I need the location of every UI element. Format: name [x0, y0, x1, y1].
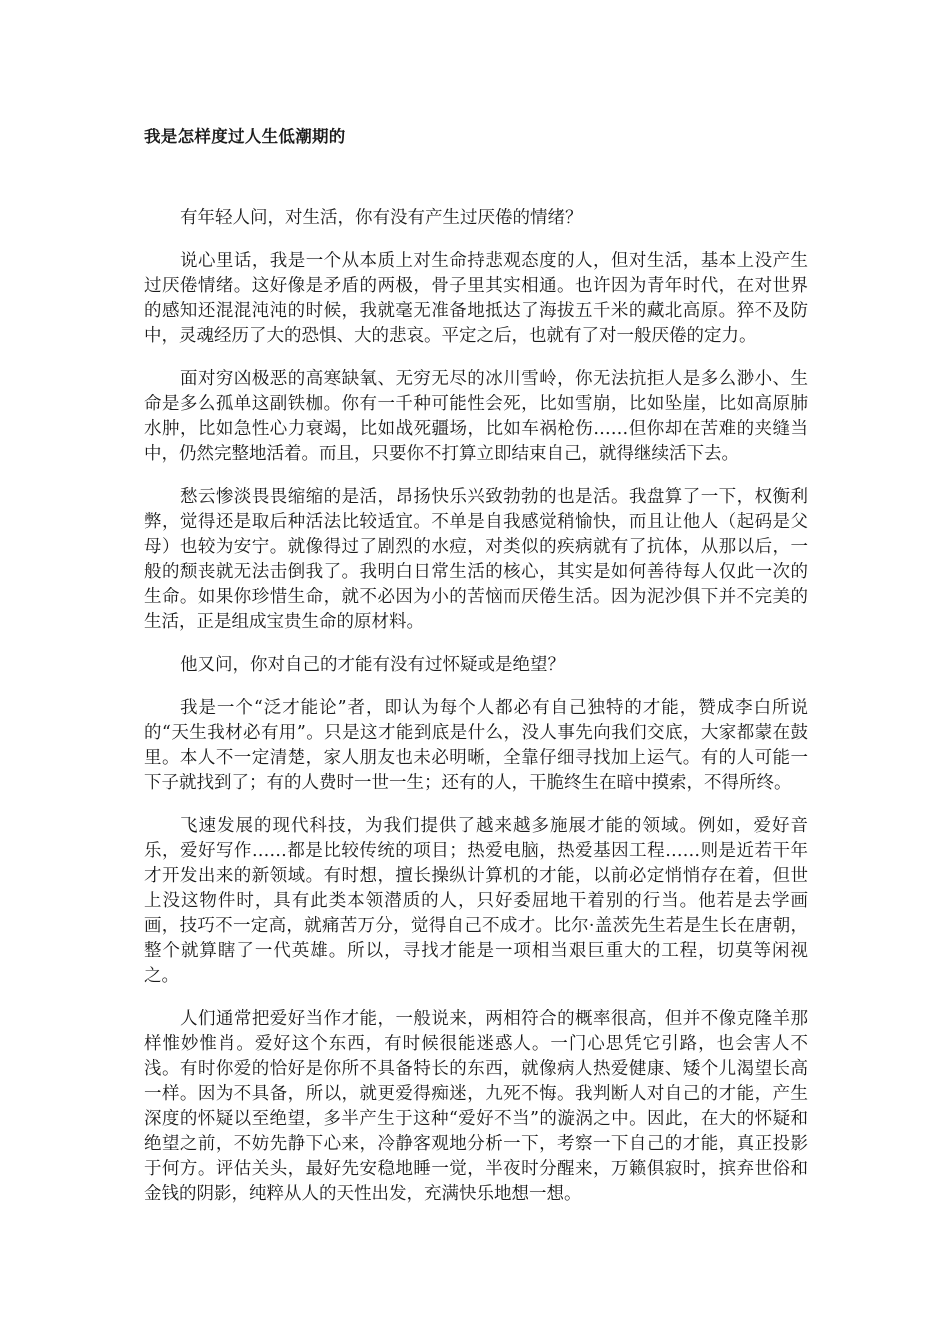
paragraph-7: 飞速发展的现代科技，为我们提供了越来越多施展才能的领域。例如，爱好音乐，爱好写作……都是比较传统的项目；热爱电脑，热爱基因工程……则是近若干年才开发出来的新领域。有时想，擅长操纵计算机的才能，以前必定悄悄存在着，但世上没这物件时，具有此类本领潜质的人，只好委屈地干着别的行当。他若是去学画画，技巧不一定高，就痛苦万分，觉得自己不成才。比尔·盖茨先生若是生长在唐朝，整个就算瞎了一代英雄。所以，寻找才能是一项相当艰巨重大的工程，切莫等闲视之。 — [144, 816, 808, 986]
document-page — [144, 125, 808, 1225]
paragraph-2: 说心里话，我是一个从本质上对生命持悲观态度的人，但对生活，基本上没产生过厌倦情绪。这好像是矛盾的两极，骨子里其实相通。也许因为青年时代，在对世界的感知还混混沌沌的时候，我就毫无准备地抵达了海拔五千米的藏北高原。猝不及防中，灵魂经历了大的恐惧、大的悲哀。平定之后，也就有了对一般厌倦的定力。 — [144, 251, 808, 346]
paragraph-3: 面对穷凶极恶的高寒缺氧、无穷无尽的冰川雪岭，你无法抗拒人是多么渺小、生命是多么孤单这副铁枷。你有一千种可能性会死，比如雪崩，比如坠崖，比如高原肺水肿，比如急性心力衰竭，比如战死疆场，比如车祸枪伤……但你却在苦难的夹缝当中，仍然完整地活着。而且，只要你不打算立即结束自己，就得继续活下去。 — [144, 369, 808, 464]
document-title: 我是怎样度过人生低潮期的 — [144, 127, 346, 146]
paragraph-5: 他又问，你对自己的才能有没有过怀疑或是绝望？ — [180, 655, 565, 675]
paragraph-8: 人们通常把爱好当作才能，一般说来，两相符合的概率很高，但并不像克隆羊那样惟妙惟肖。爱好这个东西，有时候很能迷惑人。一门心思凭它引路，也会害人不浅。有时你爱的恰好是你所不具备特长的东西，就像病人热爱健康、矮个儿渴望长高一样。因为不具备，所以，就更爱得痴迷，九死不悔。我判断人对自己的才能，产生深度的怀疑以至绝望，多半产生于这种“爱好不当”的漩涡之中。因此，在大的怀疑和绝望之前，不妨先静下心来，冷静客观地分析一下，考察一下自己的才能，真正投影于何方。评估关头，最好先安稳地睡一觉，半夜时分醒来，万籁俱寂时，摈弃世俗和金钱的阴影，纯粹从人的天性出发，充满快乐地想一想。 — [144, 1009, 808, 1204]
paragraph-1: 有年轻人问，对生活，你有没有产生过厌倦的情绪？ — [180, 208, 583, 228]
paragraph-6: 我是一个“泛才能论”者，即认为每个人都必有自己独特的才能，赞成李白所说的“天生我材必有用”。只是这才能到底是什么，没人事先向我们交底，大家都蒙在鼓里。本人不一定清楚，家人朋友也未必明晰，全靠仔细寻找加上运气。有的人可能一下子就找到了；有的人费时一世一生；还有的人，干脆终生在暗中摸索，不得所终。 — [144, 698, 808, 793]
paragraph-4: 愁云惨淡畏畏缩缩的是活，昂扬快乐兴致勃勃的也是活。我盘算了一下，权衡利弊，觉得还是取后种活法比较适宜。不单是自我感觉稍愉快，而且让他人（起码是父母）也较为安宁。就像得过了剧烈的水痘，对类似的疾病就有了抗体，从那以后，一般的颓丧就无法击倒我了。我明白日常生活的核心，其实是如何善待每人仅此一次的生命。如果你珍惜生命，就不必因为小的苦恼而厌倦生活。因为泥沙俱下并不完美的生活，正是组成宝贵生命的原材料。 — [144, 487, 808, 632]
